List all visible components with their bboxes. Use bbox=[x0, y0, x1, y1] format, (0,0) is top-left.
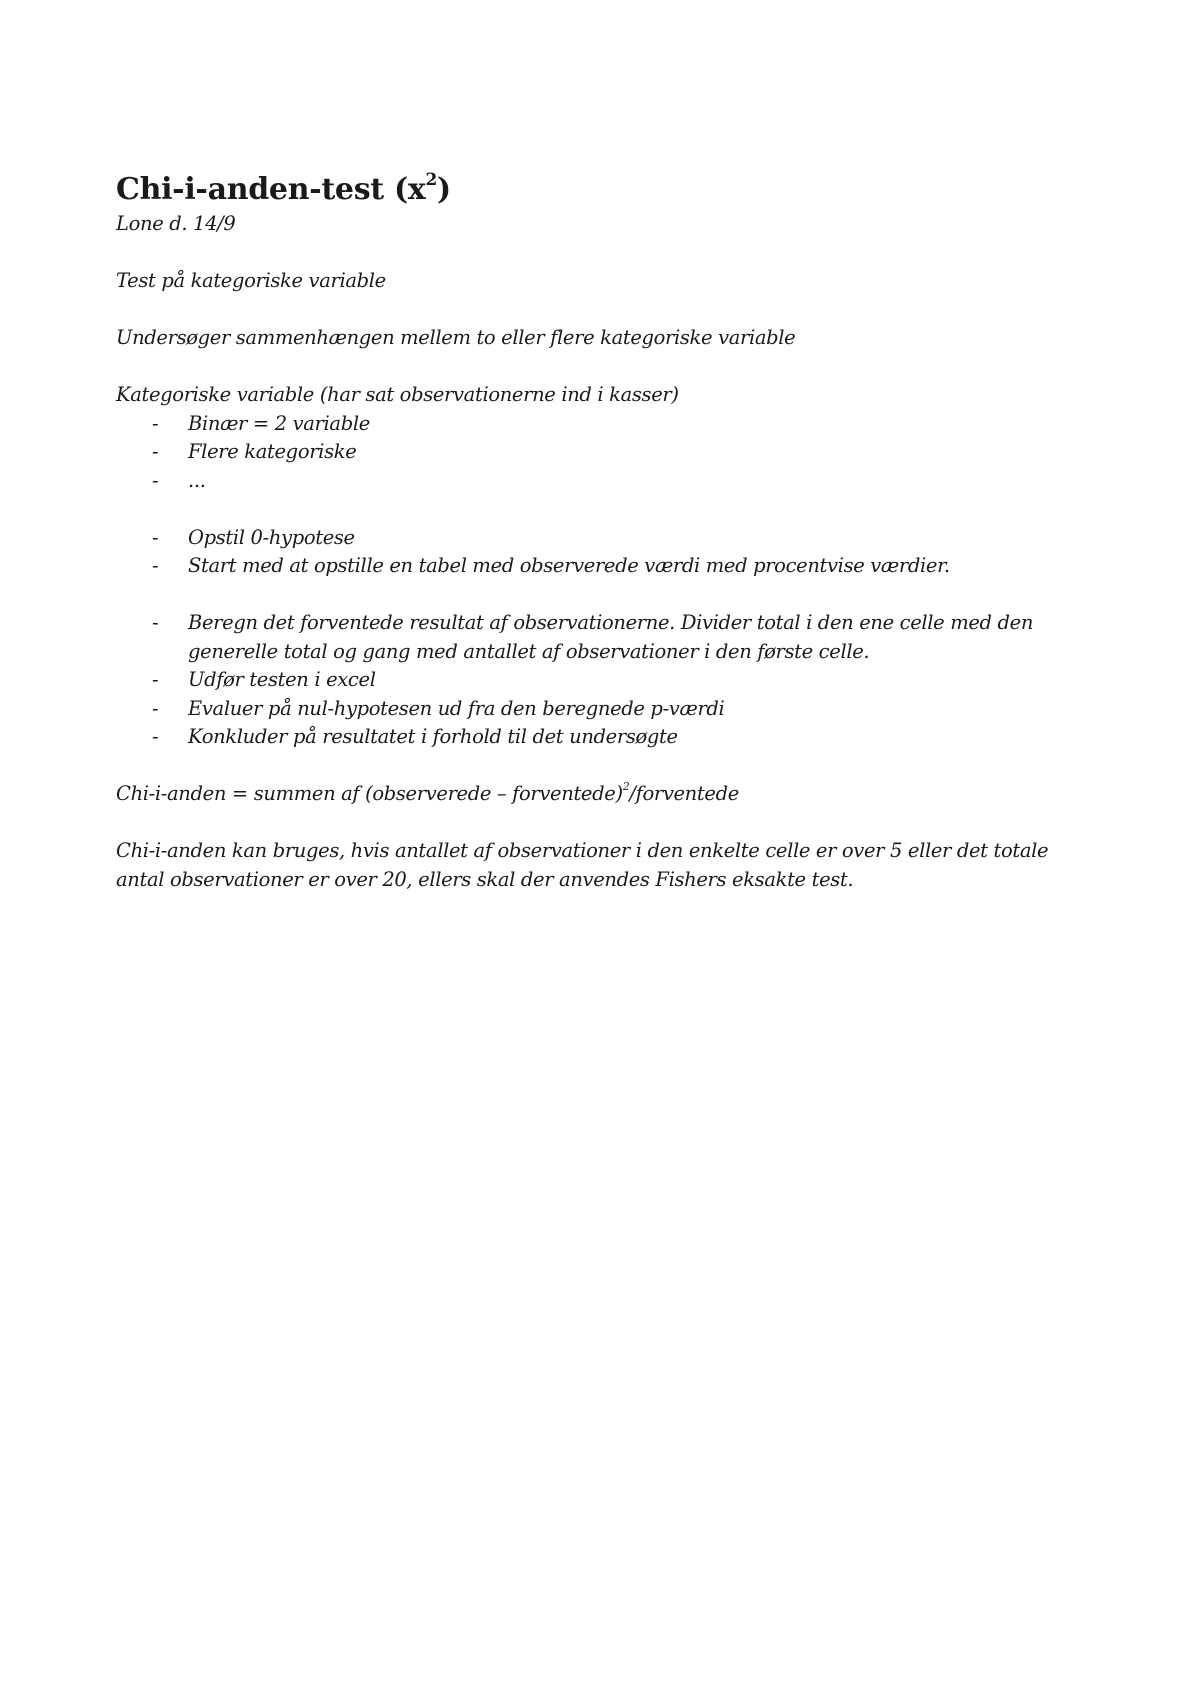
list-item bbox=[116, 467, 1096, 496]
list-item bbox=[116, 666, 1096, 695]
list-item-text: Opstil 0-hypotese bbox=[188, 525, 355, 549]
list-item-text: Flere kategoriske bbox=[188, 440, 357, 463]
title-close-paren: ) bbox=[437, 172, 451, 207]
formula-superscript: 2 bbox=[622, 779, 630, 793]
formula-text: Chi-i-anden = summen af (observerede – forventede) bbox=[116, 782, 623, 805]
paragraph-purpose: Undersøger sammenhængen mellem to eller flere kategoriske variable bbox=[116, 326, 796, 349]
procedure-list-steps bbox=[116, 609, 1096, 752]
list-item bbox=[116, 695, 1096, 724]
paragraph-test-type: Test på kategoriske variable bbox=[116, 269, 386, 292]
dash-bullet: - bbox=[152, 696, 159, 720]
list-item-text: Konkluder på resultatet i forhold til det undersøgte bbox=[188, 725, 678, 748]
spacer bbox=[116, 495, 1096, 524]
document-page bbox=[116, 170, 1096, 894]
list-item bbox=[116, 552, 1096, 581]
list-item bbox=[116, 609, 1096, 666]
list-item bbox=[116, 438, 1096, 467]
dash-bullet: - bbox=[152, 468, 159, 492]
list-item-text: Start med at opstille en tabel med observerede værdi med procentvise værdier. bbox=[188, 554, 950, 577]
dash-bullet: - bbox=[152, 611, 159, 634]
author-date-line: Lone d. 14/9 bbox=[116, 212, 236, 235]
list-item bbox=[116, 723, 1096, 752]
list-item-text: Evaluer på nul-hypotesen ud fra den beregnede p-værdi bbox=[188, 696, 725, 720]
title-superscript: 2 bbox=[425, 170, 438, 190]
spacer bbox=[116, 296, 1096, 325]
paragraph-usage-conditions: Chi-i-anden kan bruges, hvis antallet af observationer i den enkelte celle er over 5 eller det totale antal observationer er over 20, ellers skal der anvendes Fishers eksakte test. bbox=[116, 839, 1049, 891]
paragraph-categorical-variables: Kategoriske variable (har sat observationerne ind i kasser) bbox=[116, 383, 679, 406]
spacer bbox=[116, 353, 1096, 382]
spacer bbox=[116, 752, 1096, 781]
dash-bullet: - bbox=[152, 725, 159, 748]
dash-bullet: - bbox=[152, 411, 159, 435]
list-item-text: Beregn det forventede resultat af observationerne. Divider total i den ene celle med den generelle total og gang med antallet af observationer i den første celle. bbox=[188, 611, 1034, 663]
formula-line bbox=[116, 780, 1096, 809]
formula-text-end: /forventede bbox=[629, 782, 739, 805]
procedure-list-start bbox=[116, 524, 1096, 581]
spacer bbox=[116, 239, 1096, 268]
spacer bbox=[116, 581, 1096, 610]
dash-bullet: - bbox=[152, 554, 159, 577]
list-item-text: Binær = 2 variable bbox=[188, 411, 370, 435]
list-item bbox=[116, 524, 1096, 553]
spacer bbox=[116, 809, 1096, 838]
dash-bullet: - bbox=[152, 668, 159, 691]
dash-bullet: - bbox=[152, 440, 159, 463]
variable-type-list bbox=[116, 410, 1096, 496]
dash-bullet: - bbox=[152, 525, 159, 549]
list-item bbox=[116, 410, 1096, 439]
document-title bbox=[116, 170, 1096, 210]
list-item-text: ... bbox=[188, 468, 206, 492]
title-text: Chi-i-anden-test (x bbox=[116, 172, 426, 207]
list-item-text: Udfør testen i excel bbox=[188, 668, 376, 691]
